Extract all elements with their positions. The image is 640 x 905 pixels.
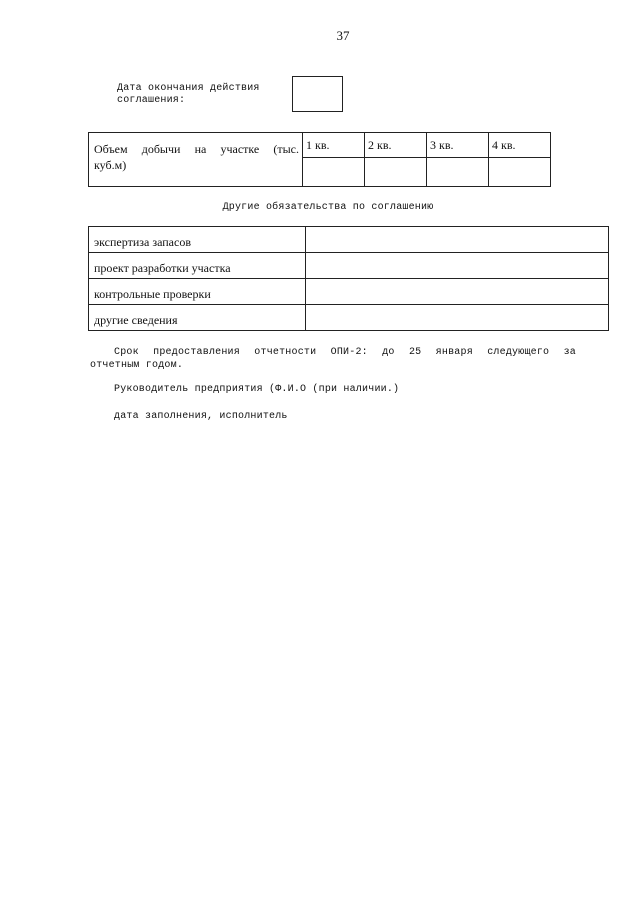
production-volume-table <box>88 132 551 187</box>
other-obligations-title: Другие обязательства по соглашению <box>222 202 434 213</box>
quarter-2-value[interactable] <box>365 158 427 187</box>
obligation-label-development-project: проект разработки участка <box>89 253 306 279</box>
reporting-deadline-line2: отчетным годом. <box>90 360 184 371</box>
manager-signature-line: Руководитель предприятия (Ф.И.О (при наличии.) <box>114 384 400 395</box>
production-volume-label <box>89 133 303 187</box>
quarter-3-header: 3 кв. <box>427 133 489 158</box>
quarter-1-header: 1 кв. <box>303 133 365 158</box>
obligation-label-other-info: другие сведения <box>89 305 306 331</box>
reporting-deadline <box>90 346 576 372</box>
quarter-1-value[interactable] <box>303 158 365 187</box>
end-date-label <box>117 83 260 107</box>
obligation-value-reserves-expertise[interactable] <box>306 227 609 253</box>
fill-date-executor-line: дата заполнения, исполнитель <box>114 411 288 422</box>
page-number: 37 <box>336 28 350 43</box>
quarter-2-header: 2 кв. <box>365 133 427 158</box>
other-obligations-table <box>88 226 609 331</box>
end-date-label-line2: соглашения: <box>117 95 186 106</box>
end-date-field[interactable] <box>292 76 343 112</box>
quarter-4-header: 4 кв. <box>489 133 551 158</box>
production-volume-label-line1: Объем добычи на участке (тыс. <box>94 142 299 156</box>
obligation-label-control-inspections: контрольные проверки <box>89 279 306 305</box>
quarter-4-value[interactable] <box>489 158 551 187</box>
production-volume-label-line2: куб.м) <box>94 158 127 172</box>
end-date-label-line1: Дата окончания действия <box>117 83 260 94</box>
obligation-value-development-project[interactable] <box>306 253 609 279</box>
obligation-value-control-inspections[interactable] <box>306 279 609 305</box>
quarter-3-value[interactable] <box>427 158 489 187</box>
obligation-value-other-info[interactable] <box>306 305 609 331</box>
obligation-label-reserves-expertise: экспертиза запасов <box>89 227 306 253</box>
reporting-deadline-line1: Срок предоставления отчетности ОПИ-2: до 25 января следующего за <box>114 347 576 358</box>
